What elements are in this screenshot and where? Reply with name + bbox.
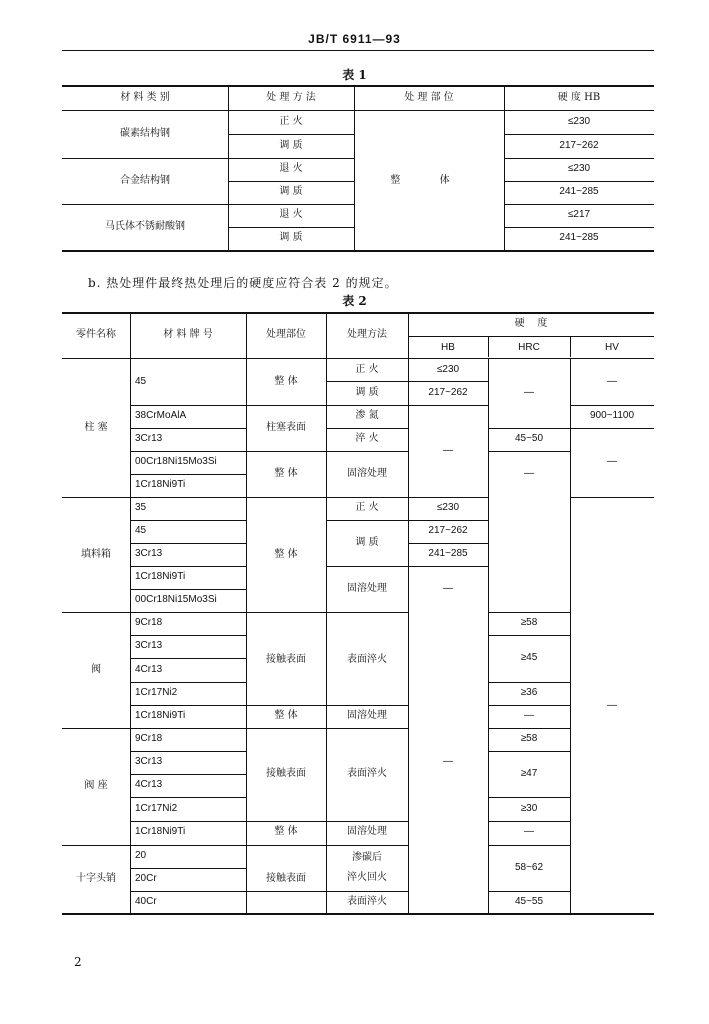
table2-location: 整 体	[274, 710, 298, 721]
table2-material: 3Cr13	[135, 756, 163, 767]
document-header: JB/T 6911—93	[308, 32, 401, 46]
table1-hardness: ≤230	[567, 163, 591, 174]
table2-material: 38CrMoAlA	[135, 410, 187, 421]
table1-part: 整 体	[390, 175, 468, 186]
table2-header-hrc: HRC	[518, 342, 540, 353]
table1-material: 碳素结构钢	[120, 128, 170, 139]
table2-hb-value: 241~285	[428, 548, 468, 559]
table2-method: 表面淬火	[347, 654, 387, 665]
table2-material: 45	[135, 376, 147, 387]
table2-material: 9Cr18	[135, 617, 163, 628]
table1-hardness: 217~262	[559, 140, 599, 151]
table2-header-hb: HB	[441, 342, 455, 353]
header-rule	[62, 50, 654, 51]
table2-location: 柱塞表面	[266, 422, 306, 433]
table2-material: 00Cr18Ni15Mo3Si	[135, 594, 217, 605]
table2-hrc-value: ≥47	[520, 768, 538, 779]
table2-method: 淬 火	[355, 433, 379, 444]
table1-material: 马氏体不锈耐酸钢	[105, 221, 185, 232]
table2-location: 接触表面	[266, 873, 306, 884]
table2-hrc-value: 45~55	[514, 896, 544, 907]
table1-header-hardness: 硬 度 HB	[557, 92, 601, 103]
table2-material: 1Cr18Ni9Ti	[135, 826, 186, 837]
table1-hardness: 241~285	[559, 232, 599, 243]
table2-hb-value: —	[443, 445, 453, 456]
table2-method: 淬火回火	[347, 872, 387, 883]
table1-header-method: 处 理 方 法	[266, 92, 316, 103]
table2-material: 3Cr13	[135, 548, 163, 559]
table2-part-name: 柱 塞	[84, 422, 108, 433]
table1-caption: 表 1	[342, 68, 367, 82]
table2-material: 4Cr13	[135, 779, 163, 790]
table2-material: 45	[135, 525, 147, 536]
table2-method: 固溶处理	[347, 710, 387, 721]
table2-method: 调 质	[355, 537, 379, 548]
table2-material: 3Cr13	[135, 640, 163, 651]
table2-location: 整 体	[274, 468, 298, 479]
table2-material: 35	[135, 502, 147, 513]
table2-method: 表面淬火	[347, 768, 387, 779]
table2-hv-value: 900~1100	[589, 410, 635, 421]
table2-material: 1Cr18Ni9Ti	[135, 479, 186, 490]
table1-method: 正 火	[279, 116, 303, 127]
table2-hrc-value: ≥58	[520, 733, 538, 744]
table2-hrc-value: ≥58	[520, 617, 538, 628]
table2-method: 正 火	[355, 364, 379, 375]
table2-part-name: 阀	[91, 664, 101, 675]
table2-header-hv: HV	[605, 342, 619, 353]
table2-hrc-value: ≥45	[520, 652, 538, 663]
table2-header-hardness: 硬 度	[514, 318, 548, 329]
table1-material: 合金结构钢	[120, 175, 170, 186]
table2-caption: 表 2	[342, 294, 367, 308]
table2-material: 1Cr17Ni2	[135, 803, 178, 814]
table2-method: 固溶处理	[347, 583, 387, 594]
table2-hrc-value: —	[524, 468, 534, 479]
table2-material: 20	[135, 850, 147, 861]
table2-hv-value: —	[607, 376, 617, 387]
table2-location: 接触表面	[266, 654, 306, 665]
table2-hb-value: —	[443, 756, 453, 767]
table1-hardness: ≤217	[567, 209, 591, 220]
table2-location: 整 体	[274, 826, 298, 837]
table1-hardness: ≤230	[567, 116, 591, 127]
table2-hb-value: ≤230	[436, 502, 460, 513]
table2-header-location: 处理部位	[266, 329, 306, 340]
table2-material: 20Cr	[135, 873, 157, 884]
page-number: 2	[74, 955, 82, 969]
table1-header-material: 材 料 类 别	[120, 92, 170, 103]
table2-method: 固溶处理	[347, 826, 387, 837]
table2-material: 1Cr17Ni2	[135, 687, 178, 698]
table2-hv-value: —	[607, 700, 617, 711]
table2-part-name: 填料箱	[81, 549, 111, 560]
table2-method: 渗 氮	[355, 410, 379, 421]
table2-material: 1Cr18Ni9Ti	[135, 571, 186, 582]
table2-hrc-value: —	[524, 387, 534, 398]
table2-location: 整 体	[274, 376, 298, 387]
table2-material: 1Cr18Ni9Ti	[135, 710, 186, 721]
table2-header-material: 材 料 牌 号	[163, 329, 213, 340]
table2-material: 3Cr13	[135, 433, 163, 444]
table1-method: 调 质	[279, 232, 303, 243]
table2-part-name: 阀 座	[84, 780, 108, 791]
table2-header-method: 处理方法	[347, 329, 387, 340]
table2-method: 渗碳后	[352, 852, 382, 863]
table2-method: 调 质	[355, 387, 379, 398]
table2-header-part-name: 零件名称	[76, 329, 116, 340]
table2-location: 整 体	[274, 549, 298, 560]
table2-method: 固溶处理	[347, 468, 387, 479]
table1-method: 调 质	[279, 140, 303, 151]
table2-hrc-value: 45~50	[514, 433, 544, 444]
table1-method: 退 火	[279, 209, 303, 220]
table2-part-name: 十字头销	[76, 873, 116, 884]
table2-method: 表面淬火	[347, 896, 387, 907]
table2-location: 接触表面	[266, 768, 306, 779]
table2-material: 40Cr	[135, 896, 157, 907]
table1-method: 退 火	[279, 163, 303, 174]
table2-hb-value: ≤230	[436, 364, 460, 375]
table1-hardness: 241~285	[559, 186, 599, 197]
table2-hb-value: 217~262	[428, 525, 468, 536]
table2-material: 9Cr18	[135, 733, 163, 744]
table2-hrc-value: 58~62	[514, 862, 544, 873]
table2-hb-value: —	[443, 583, 453, 594]
table1-header-part: 处 理 部 位	[404, 92, 454, 103]
table1-method: 调 质	[279, 186, 303, 197]
table2-hrc-value: ≥30	[520, 803, 538, 814]
table2-method: 正 火	[355, 502, 379, 513]
paragraph-b: b. 热处理件最终热处理后的硬度应符合表 2 的规定。	[88, 276, 398, 290]
table2-hb-value: 217~262	[428, 387, 468, 398]
table2-material: 4Cr13	[135, 664, 163, 675]
table2-hrc-value: ≥36	[520, 687, 538, 698]
table2-material: 00Cr18Ni15Mo3Si	[135, 456, 217, 467]
table2-hrc-value: —	[524, 710, 534, 721]
table2-hv-value: —	[607, 456, 617, 467]
table2-hrc-value: —	[524, 826, 534, 837]
